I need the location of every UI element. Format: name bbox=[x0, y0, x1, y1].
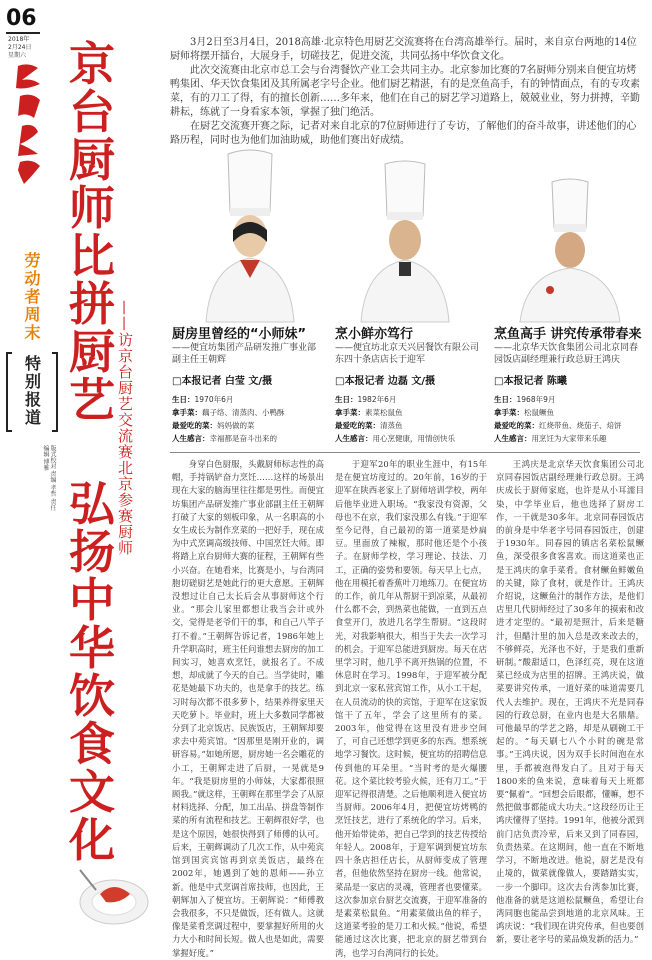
chef-3-bio: ——北京华天饮食集团公司北京同春园饭店副经理兼行政总厨王鸿庆 bbox=[494, 343, 639, 365]
info-label: 最爱吃的菜： bbox=[494, 421, 539, 430]
info-label: 生日： bbox=[335, 395, 358, 404]
info-birth: 1968年9月 bbox=[516, 395, 556, 404]
column-name bbox=[10, 252, 56, 342]
info-favorite: 红烧带鱼、烧茄子、焙饼 bbox=[539, 421, 622, 430]
masthead-calligraphy-logo bbox=[12, 60, 46, 190]
date-day: 2月24日 bbox=[8, 44, 32, 51]
headline-char: 中 bbox=[69, 573, 115, 627]
page-date bbox=[8, 36, 48, 60]
chef-photo-wang-zhaohui bbox=[190, 150, 310, 322]
info-label: 人生感言： bbox=[335, 434, 373, 443]
article-column-2: 于迎军20年的职业生涯中，有15年是在便宜坊度过的。20年前，16岁的于迎军在陕西老家上了厨师培训学校，两年后他毕业进入职场。“我家没有资源，父母也不在京，我们家没那么有钱。”于迎军至今记得，自己最初的第一道菜是炒扁豆。里面放了辣椒，那时他还是个小孩子。在厨师学校，学习理论、技法、刀工，正确的姿势和要领。每天早上七点，他在用模托着香蕉叶刀地练刀。在便宜坊的工作，前几年从帮厨干到凉菜，从最初什么都不会，到热菜也能做，一直到五点食堂开门，放进几名学生帮厨。“这段时光，对我影响很大，相当于失去一次学习的机会。于迎军总能进到厨房。每天在店里学习时，他几乎不离开热锅的位置，不休息时在学习。1998年，于迎军被分配到北京一家私营宾馆工作，从小工干起，在人员流动的快的宾馆，于迎军在这家饭馆干了五年，学会了这里所有的菜。2003年，他觉得在这里没有进步空间了，可自己还想学到更多的东西。想系统地学习餐饮。这时候，便宜坊的招聘信息传到他的耳朵里。“当时考的是火爆腰花。这个菜比较考验火候，还有刀工。”于迎军记得很清楚。之后他顺利进入便宜坊当厨师。2006年4月，把便宜坊烤鸭的烹饪技艺，进行了系统化的学习。后来，他开始带徒弟，把自己学到的技艺传授给年轻人。2008年，于迎军调到便宜坊东四十条店担任店长，从厨师变成了管理者，但他依然坚持在厨房一线。他常说，菜品是一家店的灵魂，管理者也要懂菜。这次参加京台厨艺交流赛，于迎军准备的是素菜松鼠鱼。“用素菜做出鱼的样子，这道菜考验的是刀工和火候。”他说，希望能通过这次比赛，把北京的厨艺带到台湾，也学习台湾同行的长处。 bbox=[335, 459, 487, 958]
info-favorite: 妈妈做的菜 bbox=[217, 421, 255, 430]
special-report-char: 特 bbox=[24, 354, 41, 373]
chef-2-title: 烹小鲜亦笃行 bbox=[335, 327, 414, 342]
info-birth: 1970年6月 bbox=[194, 395, 234, 404]
column-name-char: 者 bbox=[24, 287, 42, 306]
special-report-char: 别 bbox=[24, 372, 41, 391]
headline-char: 比 bbox=[69, 229, 115, 283]
headline-char: 弘 bbox=[69, 477, 115, 531]
article-column-1: 身穿白色厨服，头戴厨师标志性的高帽，手持锅铲奋力烹饪……这样的场景出现在大家的脑海里往往都是男性。而便宜坊集团产品研发推广事业部副主任王朝辉打破了大家的刻板印象，从一名职高的小女生成长为制作烹菜的一把好手，现在成为中式烹调高级技师、中国烹饪大师。即将踏上京台厨师大赛的征程，王朝辉有些小兴奋。在她看来，比赛是小，与台湾同胞切磋厨艺是她此行的更大意愿。王朝辉没想过让自己太长后会从事厨师这个行业。“那会儿家里都想让我当会计或外交，觉得是老爷们干的事，和自己八竿子打不着。”王朝辉告诉记者，1986年她上升学职高时，班主任问谁想去厨房的加工间实习，她喜欢烹饪，就报名了。不成想，却成就了今天的自己。当学徒时，雕花是她最下功夫的，也是拿手的技艺。练习时每次都不很多萝卜，结果养得家里天天吃萝卜。毕业时，班上大多数同学都被分到了北京饭店、民族饭店，王朝辉却要求去中苑宾馆。“因那里是刚开业的，调研容易。”如她所愿，厨房她一名会雕花的小工，王朝辉走进了后厨，一晃就是9年。“我是厨房里的小师妹，大家都很照顾我。”就这样，王朝辉在那里学会了从原材料选择、分配，加工出品、拼盘等制作菜的所有流程和技艺。王朝辉很好学，也是这个原因，她很快得到了师傅的认可。后来，王朝辉调动了几次工作，从中苑宾馆到国宾宾馆再到京美饭店，最终在2002年，她遇到了她的恩师——孙立新。他是中式烹调首席技师，也因此，王朝辉加入了便宜坊。王朝辉说：“师傅教会我很多，不只是做饭，还有做人。这就像是菜肴烹调过程中，要掌握好所用的火力大小和时间长短。做人也是如此，需要掌握好度。” bbox=[172, 459, 324, 958]
headline-char: 厨 bbox=[69, 133, 115, 187]
column-name-char: 周 bbox=[24, 305, 42, 324]
chef-1-info bbox=[172, 393, 322, 445]
chef-photo-yu-yingjun bbox=[345, 160, 465, 322]
headline-char: 饮 bbox=[69, 669, 115, 723]
chef-1-title: 厨房里曾经的“小师妹” bbox=[172, 327, 307, 342]
info-label: 人生感言： bbox=[494, 434, 532, 443]
headline-char: 扬 bbox=[69, 525, 115, 579]
info-dish: 素菜松鼠鱼 bbox=[365, 408, 403, 417]
chef-3-reporter: □本报记者 陈曦 bbox=[494, 376, 567, 387]
chef-photo-wang-hongqing bbox=[510, 180, 630, 322]
info-dish: 藕子络、清蒸肉、小鸭酥 bbox=[202, 408, 285, 417]
headline-char: 文 bbox=[69, 765, 115, 819]
chef-1-reporter: □本报记者 白莹 文/摄 bbox=[172, 376, 273, 387]
info-birth: 1982年6月 bbox=[357, 395, 397, 404]
column-name-char: 末 bbox=[24, 323, 42, 342]
section-divider bbox=[170, 452, 640, 453]
headline-subtitle: ——访京台厨艺交流赛北京参赛厨师 bbox=[116, 300, 134, 556]
chef-2-bio: ——便宜坊北京天兴居餐饮有限公司东四十条店店长于迎军 bbox=[335, 343, 480, 365]
special-report-char: 报 bbox=[24, 390, 41, 409]
page-number: 06 bbox=[6, 6, 37, 31]
article-column-3: 王鸿庆是北京华天饮食集团公司北京同春园饭店副经理兼行政总厨。王鸿庆成长于厨师家庭，也许是从小耳濡目染，中学毕业后，他也选择了厨房工作，一干就是30多年。北京同春园饭店的前身是中华老字号同春园饭庄，创建于1930年。同春园的镇店名菜松鼠鳜鱼，深受很多食客喜欢。而这道菜也正是王鸿庆的拿手菜肴。食材鳜鱼鲜嫩鱼的关键，除了食材，就是作计。王鸿庆介绍说，这鳜鱼汁的制作方法，是他们店里几代厨师经过了30多年的摸索和改进才定型的。“最初是照汁，后来是糖汁，但醋汁里的加入总是改来改去的，不够鲜亮，光泽也不好，于是我们重新研制。”酸甜适口，色泽红亮，现在这道菜已经成为店里的招牌。王鸿庆说，做菜要讲究传承，一道好菜的味道需要几代人去维护。现在，王鸿庆不光是同春园的行政总厨，在业内也是大名鼎鼎。可他最早的学艺之路，却是从刷碗工干起的。“每天刷七八个小时的碗是常事。”王鸿庆说，因为双手长时间泡在水里，手都被泡得发白了。且对于每天1800来的鱼来说，意味着每天上班都要“佩着”。“回想会后眼都，懂嘛，想不然把做事都能成大功夫。”这段经历让王鸿庆懂得了坚持。1991年，他被分派到前门店负责冷荤，后来又到了同春园，负责热菜。在这期间，他一直在不断地学习，不断地改进。他说，厨艺是没有止境的，做菜就像做人，要踏踏实实，一步一个脚印。这次去台湾参加比赛，他准备的就是这道松鼠鳜鱼，希望让台湾同胞也能品尝到地道的北京风味。王鸿庆说：“我们现在讲究传承，但也要创新，要让老字号的菜品焕发新的活力。” bbox=[496, 459, 644, 945]
info-label: 拿手菜： bbox=[494, 408, 524, 417]
column-name-char: 劳 bbox=[24, 251, 42, 270]
special-report-char: 道 bbox=[24, 408, 41, 427]
info-label: 最爱吃的菜： bbox=[172, 421, 217, 430]
sidebar bbox=[0, 0, 62, 938]
decorative-plate-image bbox=[70, 850, 150, 930]
column-name-char: 动 bbox=[24, 269, 42, 288]
intro-paragraph: 此次交流赛由北京市总工会与台湾餐饮产业工会共同主办。北京参加比赛的7名厨师分别来自便宜坊烤鸭集团、华天饮食集团及其所属老字号企业。他们厨艺精湛，有的是烹鱼高手，有的钟情面点，有的专攻素菜，有的刀工了得，有的擅长创新……多年来，他们在自己的厨艺学习道路上，兢兢业业，努力拼搏，辛勤耕耘，练就了一身看家本领，掌握了独门绝活。 bbox=[170, 65, 640, 118]
headline-char: 京 bbox=[69, 37, 115, 91]
info-motto: 幸福都是奋斗出来的 bbox=[209, 434, 277, 443]
headline-char: 食 bbox=[69, 717, 115, 771]
headline-char: 化 bbox=[69, 813, 115, 867]
editor-credits: 版式校对 责编 孝哲 责任编辑 博雅 bbox=[42, 445, 56, 511]
info-motto: 用心烹健康，用情创快乐 bbox=[372, 434, 455, 443]
chef-3-title: 烹鱼高手 讲究传承带春来 bbox=[494, 327, 642, 342]
info-label: 拿手菜： bbox=[172, 408, 202, 417]
chef-1-bio: ——便宜坊集团产品研发推广事业部副主任王朝辉 bbox=[172, 343, 317, 365]
info-dish: 松鼠鳜鱼 bbox=[524, 408, 554, 417]
headline-char: 拼 bbox=[69, 277, 115, 331]
date-weekday: 星期六 bbox=[8, 52, 27, 59]
headline-char: 师 bbox=[69, 181, 115, 235]
chef-2-reporter: □本报记者 边磊 文/摄 bbox=[335, 376, 436, 387]
chef-3-info bbox=[494, 393, 644, 445]
info-label: 最爱吃的菜： bbox=[335, 421, 380, 430]
main-headline bbox=[66, 37, 118, 427]
special-report-label bbox=[10, 355, 56, 427]
info-label: 拿手菜： bbox=[335, 408, 365, 417]
intro-paragraph: 3月2日至3月4日，2018高雄·北京特色用厨艺交流赛将在台湾高雄举行。届时，来自京台两地的14位厨师将摆开擂台，大展身手，切磋技艺，促进交流，共同弘扬中华饮食文化。 bbox=[170, 37, 637, 62]
headline-char: 台 bbox=[69, 85, 115, 139]
info-label: 生日： bbox=[172, 395, 195, 404]
headline-char: 厨 bbox=[69, 325, 115, 379]
info-motto: 用烹饪为大家带来乐趣 bbox=[531, 434, 607, 443]
info-favorite: 清蒸鱼 bbox=[380, 421, 403, 430]
headline-char: 艺 bbox=[69, 373, 115, 427]
intro-paragraph: 在厨艺交流赛开赛之际，记者对来自北京的7位厨师进行了专访，了解他们的奋斗故事，讲述他们的心路历程，同时也为他们加油助威，助他们赛出好成绩。 bbox=[170, 121, 637, 146]
date-year: 2018年 bbox=[8, 36, 30, 43]
info-label: 生日： bbox=[494, 395, 517, 404]
second-headline bbox=[66, 477, 118, 867]
info-label: 人生感言： bbox=[172, 434, 210, 443]
chef-2-info bbox=[335, 393, 485, 445]
page-number-rule bbox=[6, 32, 40, 34]
headline-char: 华 bbox=[69, 621, 115, 675]
intro-text bbox=[170, 36, 640, 148]
